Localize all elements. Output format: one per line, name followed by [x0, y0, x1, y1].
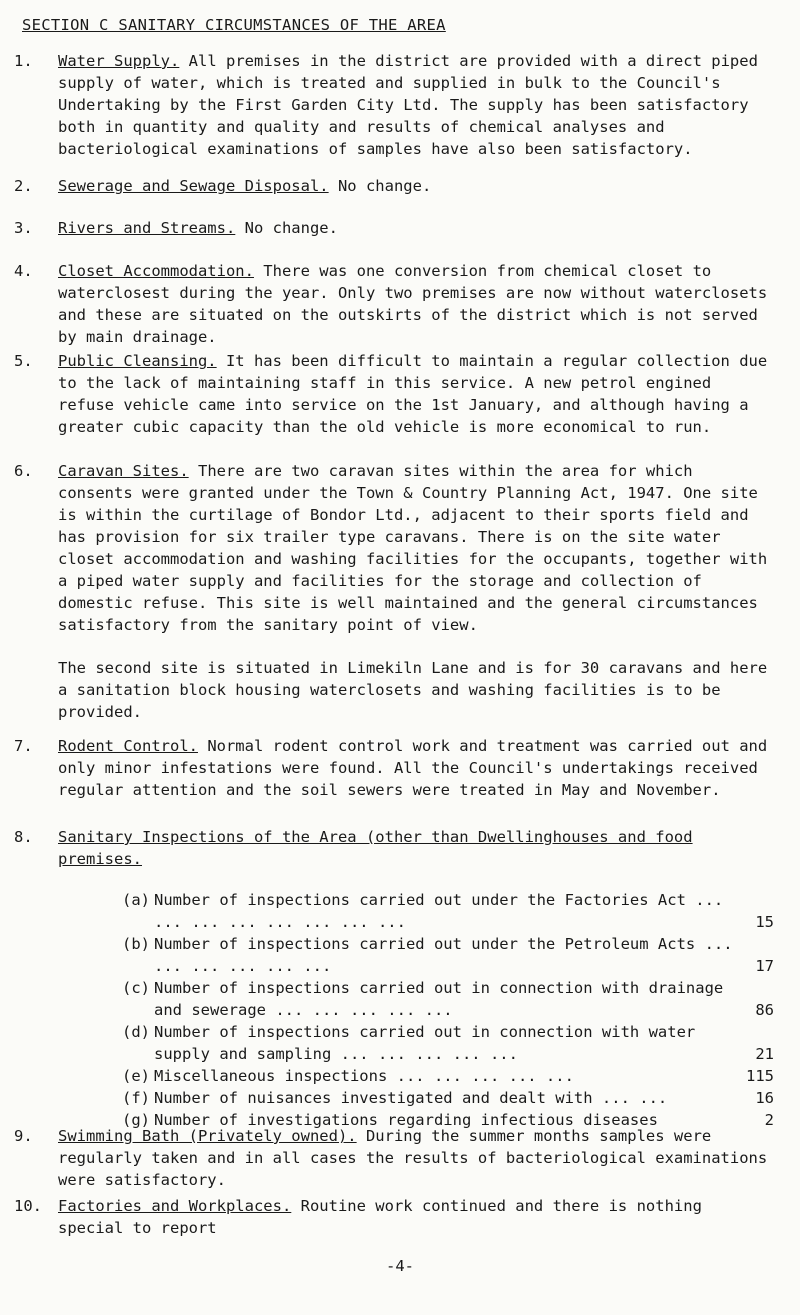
item-rivers — [14, 217, 774, 239]
item-caravan-sites — [14, 460, 774, 723]
item-number: 1. — [14, 52, 33, 70]
count-value: 17 — [755, 957, 774, 975]
item-number: 3. — [14, 219, 33, 237]
item-sanitary-inspections — [14, 826, 774, 1131]
count-value: 21 — [755, 1045, 774, 1063]
item-water-supply — [14, 50, 774, 160]
item-text: There are two caravan sites within the area for which consents were granted under the Town & Country Planning Act, 1947. One site is within the curtilage of Bondor Ltd., adjacent to their sports field and has provision for six trailer type caravans. There is on the site water closet accommodation and washing facilities for the occupants, together with a piped water supply and facilities for the storage and collection of domestic refuse. This site is well maintained and the general circumstances satisfactory from the sanitary point of view. — [58, 462, 768, 634]
list-item: (b) Number of inspections carried out under the Petroleum Acts ... ... ... ... ... ... 17 — [122, 935, 774, 975]
item-number: 10. — [14, 1197, 42, 1215]
item-text: During the summer months samples were regularly taken and in all cases the results of bacteriological examinations were satisfactory. — [58, 1127, 768, 1189]
inspections-list — [122, 889, 774, 1131]
item-number: 9. — [14, 1127, 33, 1145]
item-text: There was one conversion from chemical closet to waterclosest during the year. Only two premises are now without waterclosets and these are situated on the outskirts of the district which is not served by main drainage. — [58, 262, 768, 346]
item-number: 4. — [14, 262, 33, 280]
item-title: Rodent Control. — [58, 737, 198, 755]
item-title: Rivers and Streams. — [58, 219, 236, 237]
count-value: 115 — [746, 1067, 774, 1085]
item-number: 6. — [14, 462, 33, 480]
item-title: Closet Accommodation. — [58, 262, 254, 280]
item-text: No change. — [235, 219, 338, 237]
item-title: Caravan Sites. — [58, 462, 189, 480]
count-value: 16 — [755, 1089, 774, 1107]
count-value: 15 — [755, 913, 774, 931]
item-sewerage — [14, 175, 774, 197]
item-text: It has been difficult to maintain a regular collection due to the lack of maintaining staff in this service. A new petrol engined refuse vehicle came into service on the 1st January, and although having a greater cubic capacity than the old vehicle is more economical to run. — [58, 352, 768, 436]
section-heading: SECTION C SANITARY CIRCUMSTANCES OF THE AREA — [22, 16, 446, 34]
item-swimming-bath — [14, 1125, 774, 1191]
list-item: (a) Number of inspections carried out under the Factories Act ... ... ... ... ... ... ... ... 15 — [122, 891, 774, 931]
item-paragraph: The second site is situated in Limekiln Lane and is for 30 caravans and here a sanitation block housing waterclosets and washing facilities is to be provided. — [58, 659, 768, 721]
list-item: (g) Number of investigations regarding infectious diseases 2 — [122, 1111, 774, 1129]
item-rodent-control — [14, 735, 774, 801]
item-closet-accommodation — [14, 260, 774, 348]
item-text: Normal rodent control work and treatment was carried out and only minor infestations were found. All the Council's undertakings received regular attention and the soil sewers were treated in May and November. — [58, 737, 768, 799]
item-number: 7. — [14, 737, 33, 755]
item-number: 2. — [14, 177, 33, 195]
list-item: (d) Number of inspections carried out in connection with water supply and sampling ... ... ... ... ... 21 — [122, 1023, 774, 1063]
count-value: 2 — [764, 1111, 774, 1129]
count-value: 86 — [755, 1001, 774, 1019]
item-title: Public Cleansing. — [58, 352, 217, 370]
item-title: Water Supply. — [58, 52, 180, 70]
item-title: Factories and Workplaces. — [58, 1197, 292, 1215]
list-item: (f) Number of nuisances investigated and dealt with ... ... 16 — [122, 1089, 774, 1107]
item-text: All premises in the district are provided with a direct piped supply of water, which is treated and supplied in bulk to the Council's Undertaking by the First Garden City Ltd. The supply has been satisfactory both in quantity and quality and results of chemical analyses and bacteriological examinations of samples have also been satisfactory. — [58, 52, 758, 158]
item-title: Sanitary Inspections of the Area (other than Dwellinghouses and food premises. — [58, 828, 693, 868]
item-title: Swimming Bath (Privately owned). — [58, 1127, 357, 1145]
page-number: -4- — [386, 1257, 414, 1275]
item-text: No change. — [328, 177, 432, 195]
list-item: (e) Miscellaneous inspections ... ... ... ... ... 115 — [122, 1067, 774, 1085]
item-number: 5. — [14, 352, 33, 370]
list-item: (c) Number of inspections carried out in connection with drainage and sewerage ... ... ... ... ... 86 — [122, 979, 774, 1019]
item-public-cleansing — [14, 350, 774, 438]
item-number: 8. — [14, 828, 33, 846]
item-title: Sewerage and Sewage Disposal. — [58, 177, 329, 195]
item-factories — [14, 1195, 774, 1239]
item-text: Routine work continued and there is nothing special to report — [58, 1197, 702, 1237]
